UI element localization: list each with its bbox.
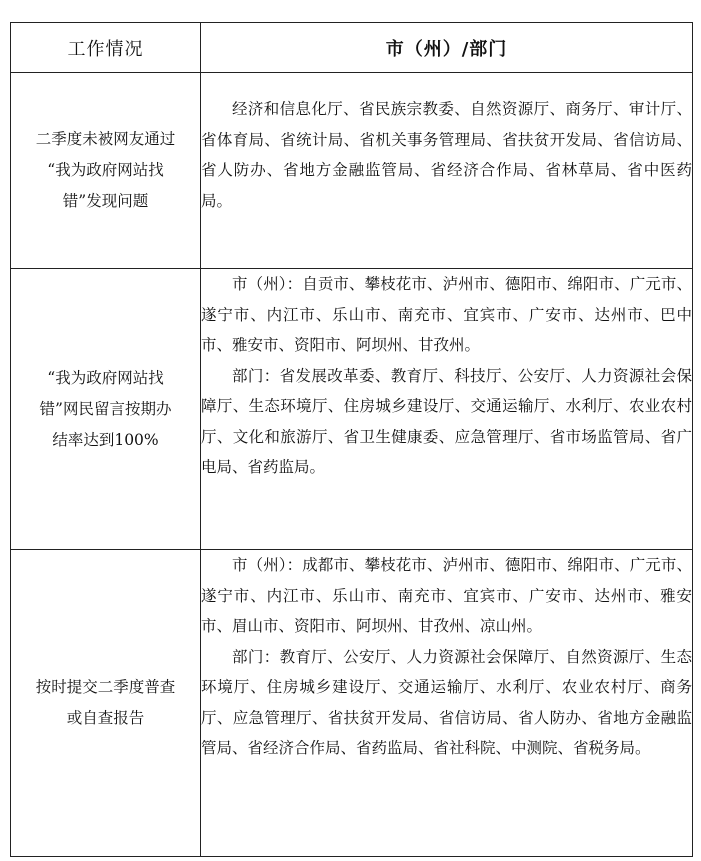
detail-paragraph-cities: 市（州）：成都市、攀枝花市、泸州市、德阳市、绵阳市、广元市、遂宁市、内江市、乐山市、南充市、宜宾市、广安市、达州市、雅安市、眉山市、资阳市、阿坝州、甘孜州、凉山州。	[201, 556, 692, 635]
category-line: 错”网民留言按期办	[39, 399, 172, 418]
detail-paragraph-departments: 部门：教育厅、公安厅、人力资源社会保障厅、自然资源厅、生态环境厅、住房城乡建设厅、交通运输厅、水利厅、农业农村厅、商务厅、应急管理厅、省扶贫开发局、省信访局、省人防办、省地方金融监管局、省经济合作局、省药监局、省社科院、中测院、省税务局。	[201, 647, 692, 757]
header-units: 市（州）/部门	[201, 23, 693, 73]
detail-paragraph-cities: 市（州）：自贡市、攀枝花市、泸州市、德阳市、绵阳市、广元市、遂宁市、内江市、乐山市、南充市、宜宾市、广安市、达州市、巴中市、雅安市、资阳市、阿坝州、甘孜州。	[201, 275, 692, 354]
category-cell	[11, 73, 201, 269]
category-cell	[11, 269, 201, 550]
category-line: 二季度未被网友通过	[35, 130, 176, 148]
header-status: 工作情况	[11, 23, 201, 73]
detail-cell	[201, 73, 693, 269]
detail-paragraph: 经济和信息化厅、省民族宗教委、自然资源厅、商务厅、审计厅、省体育局、省统计局、省机关事务管理局、省扶贫开发局、省信访局、省人防办、省地方金融监管局、省经济合作局、省林草局、省中医药局。	[201, 100, 692, 210]
category-line: “我为政府网站找	[47, 368, 164, 387]
detail-paragraph-departments: 部门：省发展改革委、教育厅、科技厅、公安厅、人力资源社会保障厅、生态环境厅、住房城乡建设厅、交通运输厅、水利厅、农业农村厅、文化和旅游厅、省卫生健康委、应急管理厅、省市场监管局、省广电局、省药监局。	[201, 366, 692, 476]
category-cell	[11, 550, 201, 857]
detail-cell	[201, 550, 693, 857]
detail-cell	[201, 269, 693, 550]
status-table	[10, 22, 693, 857]
category-line: 结率达到100%	[52, 430, 159, 449]
category-line: “我为政府网站找	[47, 161, 164, 179]
table-row	[11, 550, 693, 857]
table-row	[11, 73, 693, 269]
category-line: 错”发现问题	[62, 192, 149, 210]
category-line: 按时提交二季度普查	[35, 678, 176, 696]
table-row	[11, 269, 693, 550]
category-line: 或自查报告	[66, 709, 145, 727]
header-row	[11, 23, 693, 73]
